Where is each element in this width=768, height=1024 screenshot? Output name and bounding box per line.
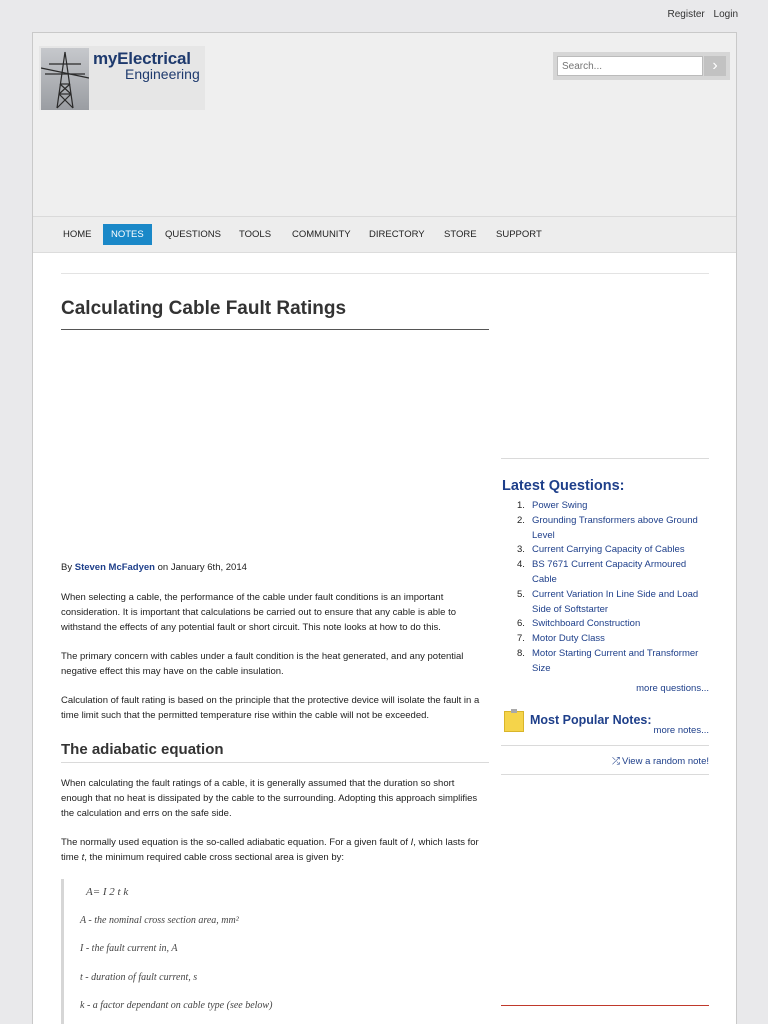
question-link[interactable]: Motor Duty Class [532,633,605,645]
section-heading-adiabatic: The adiabatic equation [61,741,224,758]
shuffle-icon: ⤮ [612,756,621,767]
sidebar-divider [501,774,709,775]
paragraph-equation-intro: The normally used equation is the so-called adiabatic equation. For a given fault of I, which lasts for time t, the minimum required cable cross sectional area is given by: [61,837,479,863]
question-link[interactable]: Grounding Transformers above Ground Level [532,514,698,541]
author-link[interactable]: Steven McFadyen [74,562,155,573]
section-heading-rule [61,762,489,763]
site-header [33,33,736,217]
paragraph-duration: When calculating the fault ratings of a cable, it is generally assumed that the duration so short enough that no heat is dissipated by the cable to the surrounding. Adopting this approach simplifies the calculation and errs on the safe side. [61,778,478,819]
top-account-links [662,9,739,20]
list-item: 3. Current Carrying Capacity of Cables [517,544,685,556]
nav-notes[interactable]: NOTES [103,224,152,245]
nav-support[interactable]: SUPPORT [496,229,542,240]
paragraph-concern: The primary concern with cables under a fault condition is the heat generated, and any potential negative effect this may have on the cable insulation. [61,651,464,677]
sidebar-divider [501,458,709,459]
article-byline: By Steven McFadyen on January 6th, 2014 [61,562,247,573]
search-submit-button[interactable] [704,56,726,76]
question-link[interactable]: Current Variation In Line Side and Load Side of Softstarter [532,588,699,615]
register-link[interactable]: Register [667,9,705,20]
list-item: 6. Switchboard Construction [517,618,641,630]
definition-t: t - duration of fault current, s [80,972,198,983]
paragraph-intro: When selecting a cable, the performance of the cable under fault conditions is an important consideration. It is important that calculations be carried out to ensure that any cable is able to withstand the effects of any potential fault or short circuit. This note looks at how to do this. [61,592,457,633]
list-item: 7. Motor Duty Class [517,633,605,645]
main-nav [33,217,736,253]
title-underline [61,329,489,330]
nav-store[interactable]: STORE [444,229,477,240]
definition-i: I - the fault current in, A [80,943,178,954]
question-link[interactable]: Current Carrying Capacity of Cables [532,544,685,556]
latest-questions-list [513,499,713,677]
more-questions-link[interactable]: more questions... [636,683,709,694]
list-item: 2. Grounding Transformers above Ground Level [517,514,698,541]
sticky-note-icon [504,711,524,732]
popular-notes-heading: Most Popular Notes: [530,713,652,727]
paragraph-principle: Calculation of fault rating is based on the principle that the protective device will isolate the fault in a time limit such that the permitted temperature rise within the cable will not be exceeded. [61,695,480,721]
chevron-right-icon: › [712,57,718,74]
nav-community[interactable]: COMMUNITY [292,229,351,240]
logo-title: myElectrical [93,49,191,68]
equation-block [61,879,485,1024]
more-notes-link[interactable]: more notes... [653,725,709,736]
list-item: 4. BS 7671 Current Capacity Armoured Cable [517,559,687,585]
page-title: Calculating Cable Fault Ratings [61,298,347,319]
site-logo[interactable] [39,46,205,110]
adiabatic-equation: A= I 2 t k [86,886,129,898]
content-divider [61,273,709,274]
page-frame [32,32,737,1024]
question-link[interactable]: Switchboard Construction [532,618,641,630]
sidebar-divider [501,745,709,746]
nav-questions[interactable]: QUESTIONS [165,229,221,240]
sidebar-accent-rule [501,1005,709,1006]
question-link[interactable]: Power Swing [532,500,588,511]
login-link[interactable]: Login [713,9,738,20]
nav-directory[interactable]: DIRECTORY [369,229,425,240]
search-box [553,52,730,80]
nav-home[interactable]: HOME [63,229,92,240]
list-item: 8. Motor Starting Current and Transformer Size [517,647,699,674]
list-item: 5. Current Variation In Line Side and Load Side of Softstarter [517,588,699,615]
latest-questions-heading: Latest Questions: [502,478,625,494]
definition-a: A - the nominal cross section area, mm² [80,915,239,926]
definition-k: k - a factor dependant on cable type (see below) [80,1000,273,1011]
random-note-link[interactable]: ⤮ View a random note! [612,756,709,767]
list-item: 1. Power Swing [517,500,588,511]
nav-tools[interactable]: TOOLS [239,229,272,240]
question-link[interactable]: BS 7671 Current Capacity Armoured Cable [532,559,687,585]
pylon-icon [41,48,89,110]
search-input[interactable] [557,56,703,76]
question-link[interactable]: Motor Starting Current and Transformer Size [532,647,699,674]
logo-subtitle: Engineering [125,66,200,82]
